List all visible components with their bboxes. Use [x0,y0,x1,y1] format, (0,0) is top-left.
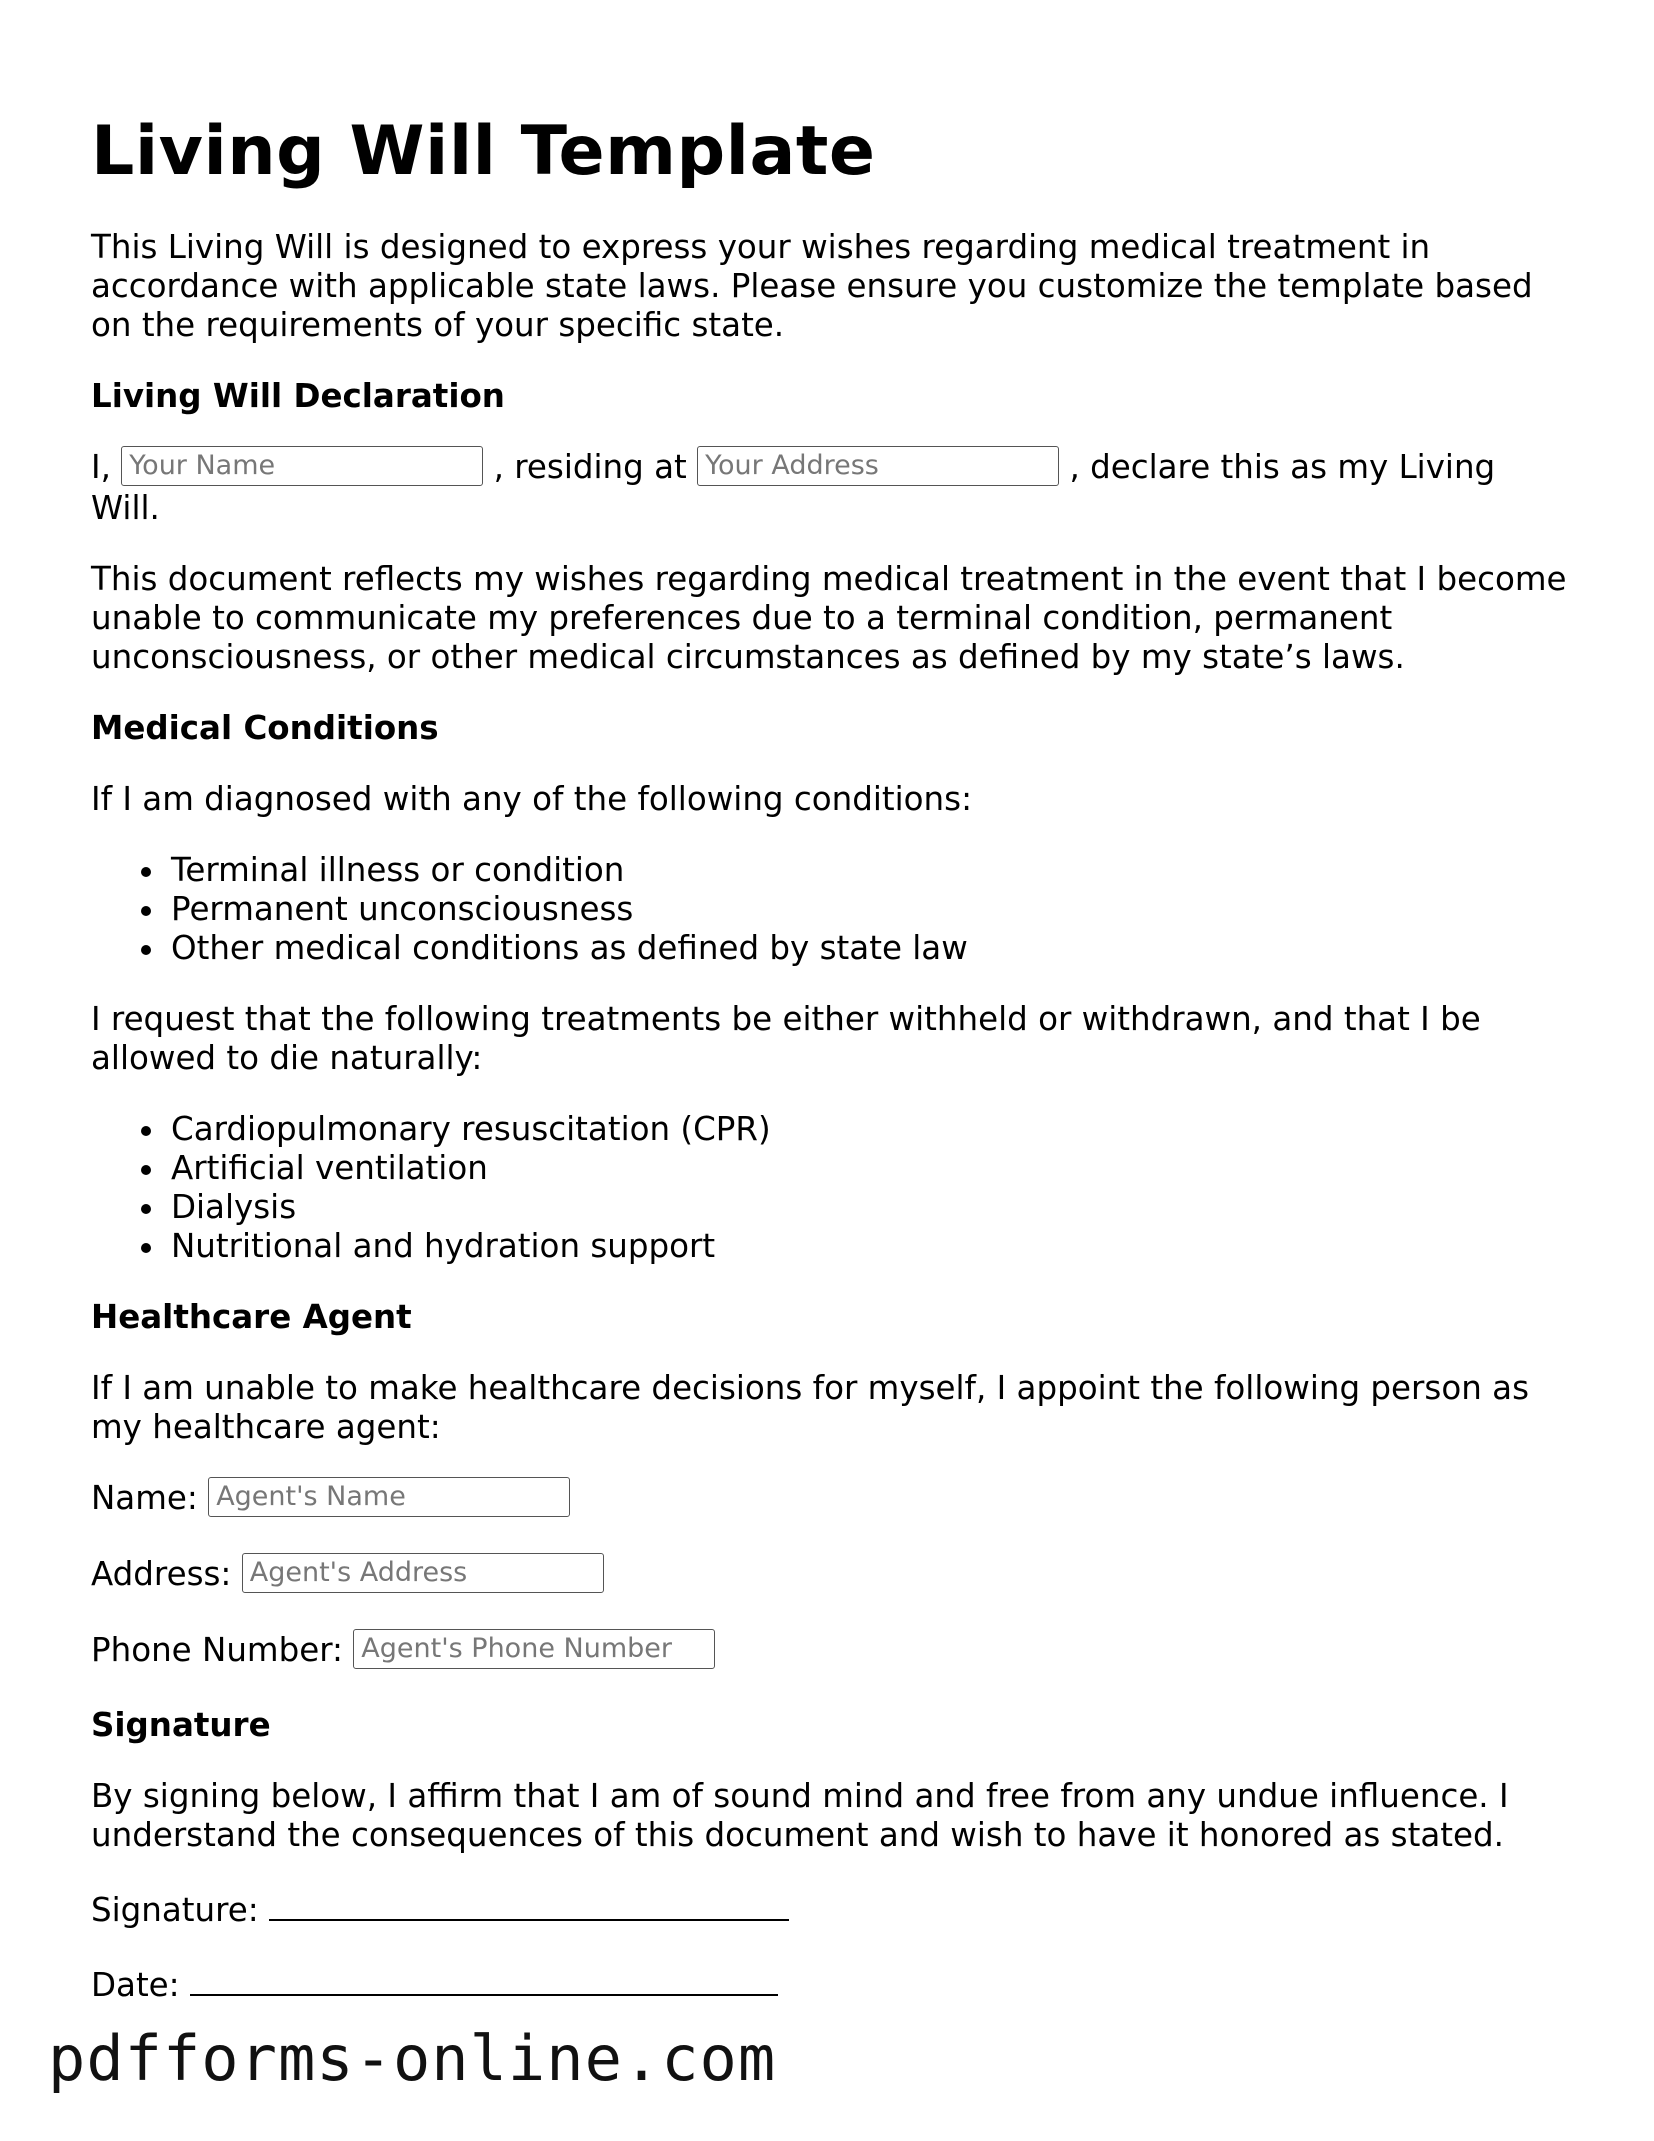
agent-lead: If I am unable to make healthcare decisions for myself, I appoint the following person as my healthcare agent: [91,1369,1529,1446]
agent-heading: Healthcare Agent [91,1298,412,1336]
declaration-suffix: , declare this as my Living Will. [91,448,1496,527]
conditions-lead: If I am diagnosed with any of the following conditions: [91,780,973,818]
date-line[interactable] [190,1962,778,1996]
list-item: Permanent unconsciousness [171,890,1571,929]
agent-name-label: Name: [91,1479,198,1517]
list-item: Artificial ventilation [171,1149,1571,1188]
agent-address-label: Address: [91,1555,232,1593]
declaration-heading: Living Will Declaration [91,377,505,415]
signature-body: By signing below, I affirm that I am of sound mind and free from any undue influence. I understand the consequences of this document and wish to have it honored as stated. [91,1777,1509,1854]
signature-row [91,1887,1571,1930]
document [91,0,1571,2005]
declaration-middle: , residing at [493,448,687,486]
signature-line[interactable] [269,1887,789,1921]
intro-paragraph: This Living Will is designed to express your wishes regarding medical treatment in accordance with applicable state laws. Please ensure you customize the template based on the requirements of your specific state. [91,228,1533,344]
list-item: Dialysis [171,1188,1571,1227]
signature-label: Signature: [91,1891,259,1929]
declaration-prefix: I, [91,448,111,486]
watermark: pdfforms-online.com [48,2022,777,2095]
declaration-body: This document reflects my wishes regarding medical treatment in the event that I become unable to communicate my preferences due to a terminal condition, permanent unconsciousness, or other medical circumstances as defined by my state’s laws. [91,560,1567,676]
list-item: Terminal illness or condition [171,851,1571,890]
list-item: Nutritional and hydration support [171,1227,1571,1266]
agent-phone-field[interactable]: Agent's Phone Number [353,1629,715,1669]
conditions-list [91,851,1571,968]
agent-address-field[interactable]: Agent's Address [242,1553,604,1593]
treatments-list [91,1110,1571,1266]
date-label: Date: [91,1966,180,2004]
list-item: Cardiopulmonary resuscitation (CPR) [171,1110,1571,1149]
date-row [91,1962,1571,2005]
signature-heading: Signature [91,1706,271,1744]
your-address-field[interactable]: Your Address [697,446,1059,486]
agent-phone-label: Phone Number: [91,1631,343,1669]
agent-name-row [91,1479,1571,1520]
treatment-request: I request that the following treatments be either withheld or withdrawn, and that I be allowed to die naturally: [91,1000,1481,1077]
agent-phone-row [91,1631,1571,1672]
your-name-field[interactable]: Your Name [121,446,483,486]
declaration-line [91,448,1571,528]
agent-name-field[interactable]: Agent's Name [208,1477,570,1517]
list-item: Other medical conditions as defined by state law [171,929,1571,968]
conditions-heading: Medical Conditions [91,709,439,747]
page-title: Living Will Template [91,112,876,191]
agent-address-row [91,1555,1571,1596]
